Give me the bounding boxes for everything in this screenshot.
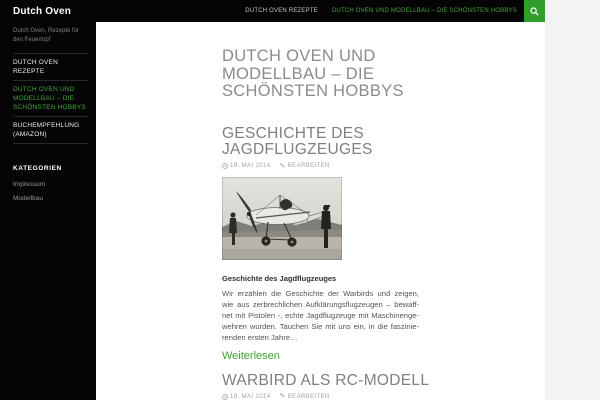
pencil-icon: ✎ xyxy=(279,162,286,170)
post-image-airplane[interactable] xyxy=(222,177,342,260)
site-tagline: Dutch Oven, Rezepte für den Feuertopf xyxy=(13,28,80,44)
post-edit-link[interactable]: ✎ BEARBEITEN xyxy=(279,393,330,400)
post-date[interactable]: 19. MAI 2014 xyxy=(222,394,271,400)
page-title: DUTCH OVEN UND MODELLBAU – DIE SCHÖNSTEN HOBBYS xyxy=(222,47,404,100)
site-title[interactable]: Dutch Oven xyxy=(13,5,72,17)
post-excerpt: Wir erzählen die Geschichte der Warbirds und zeigen, wie aus zerbrechlichen Aufklärungsflugzeugen – bewaff- net mit Pistolen -, echte Jagdflugzeuge mit Maschinenge- wehren wurden. Tauchen Sie mit uns ein, in die faszinie- renden ersten Jahre… xyxy=(222,288,419,343)
read-more-link[interactable]: Weiterlesen xyxy=(222,349,280,362)
post-meta xyxy=(222,163,419,170)
post-edit-link[interactable]: ✎ BEARBEITEN xyxy=(279,162,330,170)
sidebar-menu xyxy=(13,53,88,145)
post-title-link[interactable]: WARBIRD ALS RC-MODELL xyxy=(222,371,430,389)
post-geschichte-des-jagdflugzeuges xyxy=(222,126,419,364)
sidebar-item-buchempfehlung[interactable]: BUCHEMPFEHLUNG (AMAZON) xyxy=(13,117,88,144)
image-caption: Geschichte des Jagdflugzeuges xyxy=(222,273,337,283)
post-meta xyxy=(222,393,419,400)
post-title xyxy=(222,126,419,159)
category-link-modellbau[interactable]: Modellbau xyxy=(13,195,43,203)
airplane-photo-illustration xyxy=(222,177,342,260)
clock-icon xyxy=(222,163,228,169)
main-content xyxy=(222,22,430,400)
sidebar-item-modellbau-hobbys[interactable]: DUTCH OVEN UND MODELLBAU – DIE SCHÖNSTEN HOBBYS xyxy=(13,81,88,117)
categories-widget xyxy=(13,165,88,202)
categories-heading: KATEGORIEN xyxy=(13,165,62,173)
category-link-impressum[interactable]: Impressum xyxy=(13,181,46,189)
top-bar xyxy=(0,0,545,22)
pencil-icon: ✎ xyxy=(279,393,286,400)
post-date[interactable]: 19. MAI 2014 xyxy=(222,163,271,169)
nav-item-dutch-oven-rezepte[interactable]: DUTCH OVEN REZEPTE xyxy=(245,8,318,14)
post-title-link[interactable]: GESCHICHTE DES JAGDFLUGZEUGES xyxy=(222,124,373,158)
sidebar-item-dutch-oven-rezepte[interactable]: DUTCH OVEN REZEPTE xyxy=(13,54,88,81)
clock-icon xyxy=(222,394,228,400)
search-icon xyxy=(530,7,539,16)
search-button[interactable] xyxy=(524,0,545,22)
primary-nav xyxy=(238,0,545,22)
sidebar xyxy=(0,22,96,400)
post-warbird-als-rc-modell xyxy=(222,371,430,400)
nav-item-modellbau-hobbys[interactable]: DUTCH OVEN UND MODELLBAU – DIE SCHÖNSTEN HOBBYS xyxy=(331,8,517,14)
post-title xyxy=(222,371,430,390)
